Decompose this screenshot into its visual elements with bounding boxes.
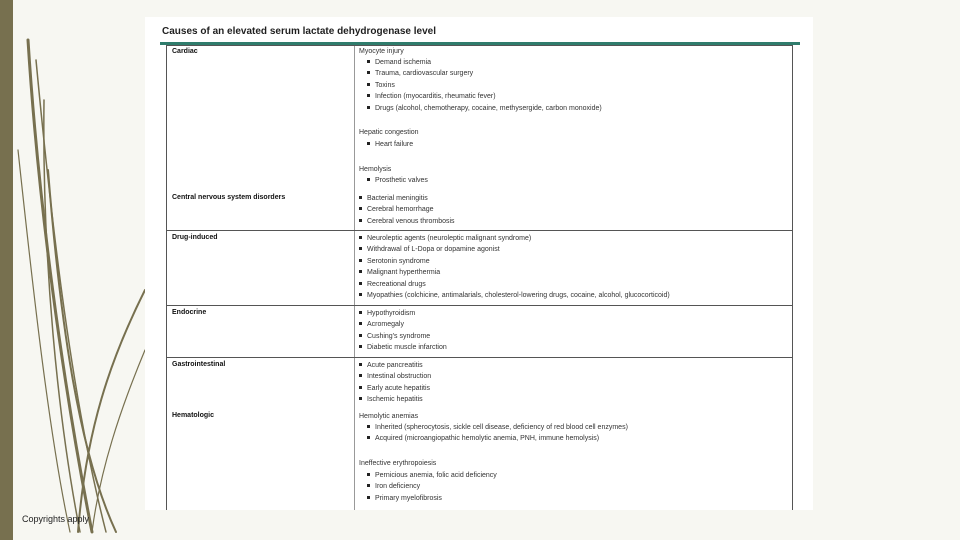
subheading-hemolysis: Hemolysis [359,166,392,173]
row-divider [166,305,792,306]
list-item: Intestinal obstruction [359,373,431,380]
list-item: Toxins [367,82,395,89]
list-item: Iron deficiency [367,483,420,490]
bullet-icon [359,259,362,262]
row-divider [166,45,792,46]
list-item: Withdrawal of L-Dopa or dopamine agonist [359,246,500,253]
bullet-icon [359,270,362,273]
list-item: Drugs (alcohol, chemotherapy, cocaine, methysergide, carbon monoxide) [367,105,602,112]
list-item: Primary myelofibrosis [367,495,442,502]
bullet-icon [359,236,362,239]
list-item: Inherited (spherocytosis, sickle cell disease, deficiency of red blood cell enzymes) [367,424,628,431]
list-item: Recreational drugs [359,281,426,288]
bullet-icon [367,142,370,145]
category-drug-induced: Drug-induced [172,234,218,241]
list-item: Acromegaly [359,321,404,328]
list-item: Heart failure [367,141,413,148]
bullet-icon [367,106,370,109]
copyright-text: Copyrights apply [22,514,90,524]
list-item: Cerebral venous thrombosis [359,218,455,225]
bullet-icon [359,311,362,314]
bullet-icon [367,60,370,63]
bullet-icon [367,425,370,428]
list-item: Diabetic muscle infarction [359,344,447,351]
bullet-icon [359,334,362,337]
decorative-grass-lines [0,0,150,540]
bullet-icon [359,282,362,285]
bullet-icon [359,322,362,325]
bullet-icon [367,473,370,476]
list-item: Prosthetic valves [367,177,428,184]
bullet-icon [359,386,362,389]
subheading-myocyte-injury: Myocyte injury [359,48,404,55]
list-item: Infection (myocarditis, rheumatic fever) [367,93,496,100]
category-hematologic: Hematologic [172,412,215,419]
list-item: Cushing's syndrome [359,333,430,340]
list-item: Early acute hepatitis [359,385,430,392]
bullet-icon [367,484,370,487]
bullet-icon [367,83,370,86]
subheading-hemolytic-anemias: Hemolytic anemias [359,413,419,420]
category-cardiac: Cardiac [172,48,198,55]
bullet-icon [359,374,362,377]
list-item: Acquired (microangiopathic hemolytic anemia, PNH, immune hemolysis) [367,435,599,442]
list-item: Demand ischemia [367,59,431,66]
list-item: Trauma, cardiovascular surgery [367,70,473,77]
bullet-icon [359,219,362,222]
list-item: Hypothyroidism [359,310,415,317]
list-item: Neuroleptic agents (neuroleptic malignant syndrome) [359,235,531,242]
column-divider [354,45,355,510]
category-gastrointestinal: Gastrointestinal [172,361,226,368]
subheading-ineffective-erythropoiesis: Ineffective erythropoiesis [359,460,437,467]
bullet-icon [359,247,362,250]
bullet-icon [367,94,370,97]
bullet-icon [359,397,362,400]
subheading-hepatic-congestion: Hepatic congestion [359,129,419,136]
bullet-icon [367,436,370,439]
bullet-icon [359,363,362,366]
bullet-icon [367,178,370,181]
bullet-icon [359,345,362,348]
list-item: Pernicious anemia, folic acid deficiency [367,472,497,479]
list-item: Bacterial meningitis [359,195,428,202]
row-divider [166,357,792,358]
bullet-icon [359,196,362,199]
list-item: Serotonin syndrome [359,258,430,265]
list-item: Myopathies (colchicine, antimalarials, cholesterol-lowering drugs, cocaine, alcohol, glucocorticoid) [359,292,670,299]
category-endocrine: Endocrine [172,309,207,316]
list-item: Ischemic hepatitis [359,396,423,403]
table-title: Causes of an elevated serum lactate dehydrogenase level [162,26,437,37]
bullet-icon [367,496,370,499]
category-cns: Central nervous system disorders [172,194,286,201]
list-item: Cerebral hemorrhage [359,206,434,213]
lactate-table-image [145,17,813,510]
row-divider [166,230,792,231]
bullet-icon [367,71,370,74]
list-item: Acute pancreatitis [359,362,423,369]
bullet-icon [359,207,362,210]
bullet-icon [359,293,362,296]
list-item: Malignant hyperthermia [359,269,440,276]
